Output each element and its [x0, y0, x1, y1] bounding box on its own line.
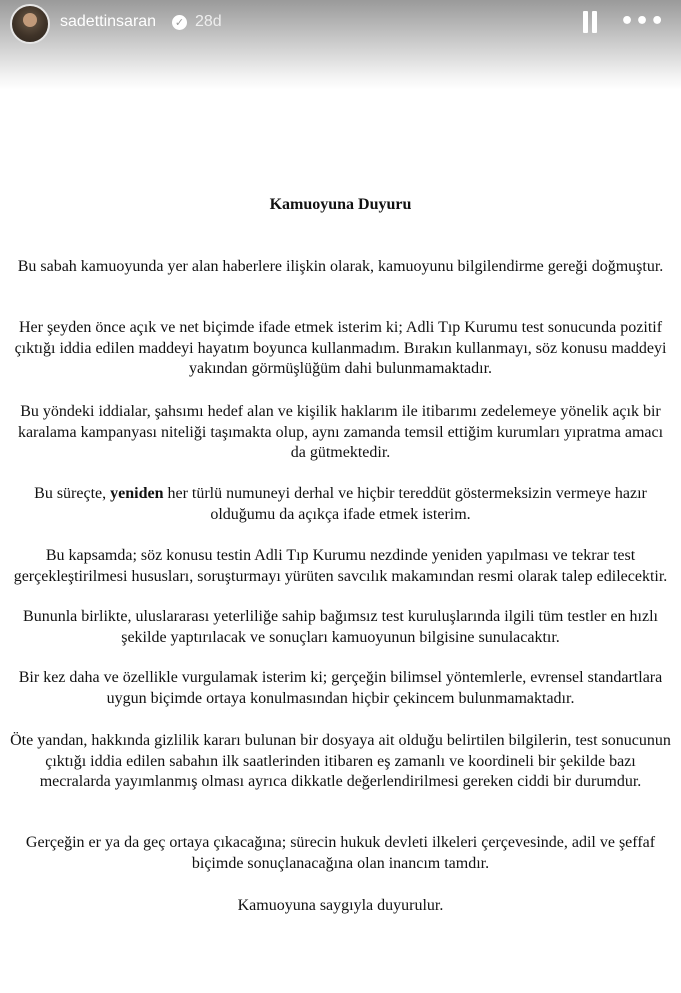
more-options-icon[interactable]: ••• — [620, 9, 666, 34]
paragraph-8: Öte yandan, hakkında gizlilik kararı bulunan bir dosyaya ait olduğu belirtilen bilgilerin, test sonucunun çıktığı iddia edilen sabahın ilk saatlerinden itibaren eş zamanlı ve koordineli bir şekilde bazı mecralarda yayımlanmış olması ayrıca dikkatle değerlendirilmesi gereken ciddi bir durumdur. — [10, 732, 671, 790]
paragraph-4-end: her türlü numuneyi derhal ve hiçbir tereddüt göstermeksizin vermeye hazır olduğumu da açıkça ifade etmek isterim. — [163, 485, 647, 523]
paragraph-3: Bu yöndeki iddialar, şahsımı hedef alan ve kişilik haklarım ile itibarımı zedelemeye yönelik açık bir karalama kampanyası niteliği taşımakta olup, aynı zamanda temsil ettiğim kurumları yıpratma amacı da gütmektedir. — [17, 403, 664, 461]
pause-icon[interactable] — [581, 11, 599, 33]
paragraph-2: Her şeyden önce açık ve net biçimde ifade etmek isterim ki; Adli Tıp Kurumu test sonucunda pozitif çıktığı iddia edilen maddeyi hayatım boyunca kullanmadım. Bırakın kullanmayı, söz konusu maddeyi yakından görmüşlüğüm dahi bulunmamaktadır. — [14, 319, 667, 377]
story-age: 28d — [195, 13, 222, 30]
story-header — [0, 0, 681, 90]
paragraph-9: Gerçeğin er ya da geç ortaya çıkacağına; sürecin hukuk devleti ilkeleri çerçevesinde, adil ve şeffaf biçimde sonuçlanacağına olan inancım tamdır. — [25, 834, 656, 872]
document-title: Kamuoyuna Duyuru — [269, 196, 412, 213]
paragraph-7: Bir kez daha ve özellikle vurgulamak isterim ki; gerçeğin bilimsel yöntemlerle, evrensel standartlara uygun biçimde ortaya konulmasından hiçbir çekincem bulunmamaktadır. — [18, 669, 663, 707]
paragraph-4 — [10, 484, 671, 525]
verified-badge-icon: ✓ — [172, 15, 187, 30]
paragraph-5: Bu kapsamda; söz konusu testin Adli Tıp Kurumu nezdinde yeniden yapılması ve tekrar test gerçekleştirilmesi hususları, soruşturmayı yürüten savcılık makamından resmi olarak talep edilecektir. — [13, 547, 668, 585]
paragraph-6: Bununla birlikte, uluslararası yeterliliğe sahip bağımsız test kuruluşlarında ilgili tüm testler en hızlı şekilde yaptırılacak ve sonuçları kamuoyunun bilgisine sunulacaktır. — [23, 608, 658, 646]
paragraph-4-bold: yeniden — [110, 485, 164, 502]
closing-line: Kamuoyuna saygıyla duyurulur. — [237, 897, 444, 914]
paragraph-1: Bu sabah kamuoyunda yer alan haberlere ilişkin olarak, kamuoyunu bilgilendirme gereği doğmuştur. — [17, 258, 664, 275]
paragraph-4-start: Bu süreçte, — [34, 485, 111, 502]
avatar[interactable] — [10, 4, 50, 44]
story-username[interactable]: sadettinsaran — [60, 13, 157, 30]
